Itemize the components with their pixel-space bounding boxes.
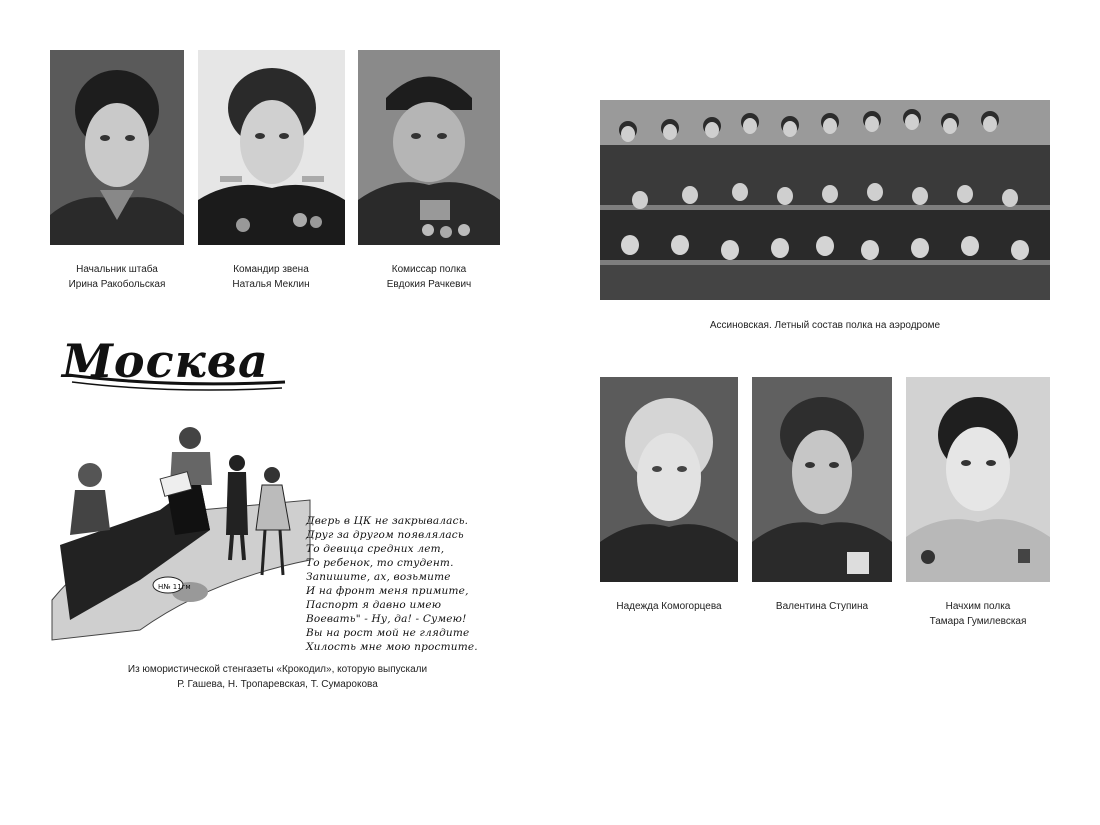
poem-line: Хилость мне мою простите. <box>306 641 478 653</box>
poem-line: Друг за другом появлялась <box>306 529 464 541</box>
poem-line: И на фронт меня примите, <box>306 585 469 597</box>
portrait-photo-rakobolskaya <box>50 50 184 245</box>
poem-line: То ребенок, то студент. <box>306 557 454 569</box>
caption-line: Тамара Гумилевская <box>929 616 1027 627</box>
portrait-caption-gumilevskaya <box>903 599 1053 629</box>
cartoon-poem <box>306 514 478 654</box>
poem-line: Запишите, ах, возьмите <box>306 571 451 583</box>
caption-line: Начальник штаба <box>76 264 158 275</box>
group-photo <box>600 100 1050 300</box>
caption-line: Командир звена <box>233 264 309 275</box>
poem-line: Дверь в ЦК не закрывалась. <box>306 515 469 527</box>
portrait-photo-gumilevskaya <box>906 377 1050 582</box>
portrait-photo-rachkevich <box>358 50 500 245</box>
cartoon-sign: Н№ 11гм <box>158 583 191 591</box>
poem-line: Воевать" - Ну, да! - Сумею! <box>306 613 467 625</box>
poem-line: Паспорт я давно имею <box>306 599 442 611</box>
caption-line: Ассиновская. Летный состав полка на аэродроме <box>709 320 941 331</box>
cartoon-title: Москва <box>62 334 269 388</box>
caption-line: Р. Гашева, Н. Тропаревская, Т. Сумарокова <box>177 679 378 690</box>
portrait-photo-komogortseva <box>600 377 738 582</box>
poem-line: Вы на рост мой не глядите <box>306 627 470 639</box>
portrait-caption-rachkevich <box>359 262 499 292</box>
portrait-caption-komogortseva <box>594 599 744 614</box>
caption-line: Наталья Меклин <box>232 279 310 290</box>
poem-line: То девица средних лет, <box>306 543 445 555</box>
caption-line: Евдокия Рачкевич <box>386 279 472 290</box>
cartoon-caption <box>50 662 505 692</box>
portrait-caption-rakobolskaya <box>47 262 187 292</box>
caption-line: Валентина Ступина <box>775 601 869 612</box>
caption-line: Надежда Комогорцева <box>616 601 722 612</box>
portrait-caption-stupina <box>747 599 897 614</box>
portrait-caption-meklin <box>201 262 341 292</box>
group-photo-caption <box>600 318 1050 333</box>
caption-line: Ирина Ракобольская <box>68 279 166 290</box>
portrait-photo-meklin <box>198 50 345 245</box>
portrait-photo-stupina <box>752 377 892 582</box>
caption-line: Комиссар полка <box>391 264 467 275</box>
caption-line: Из юмористической стенгазеты «Крокодил», которую выпускали <box>127 664 428 675</box>
caption-line: Начхим полка <box>945 601 1011 612</box>
